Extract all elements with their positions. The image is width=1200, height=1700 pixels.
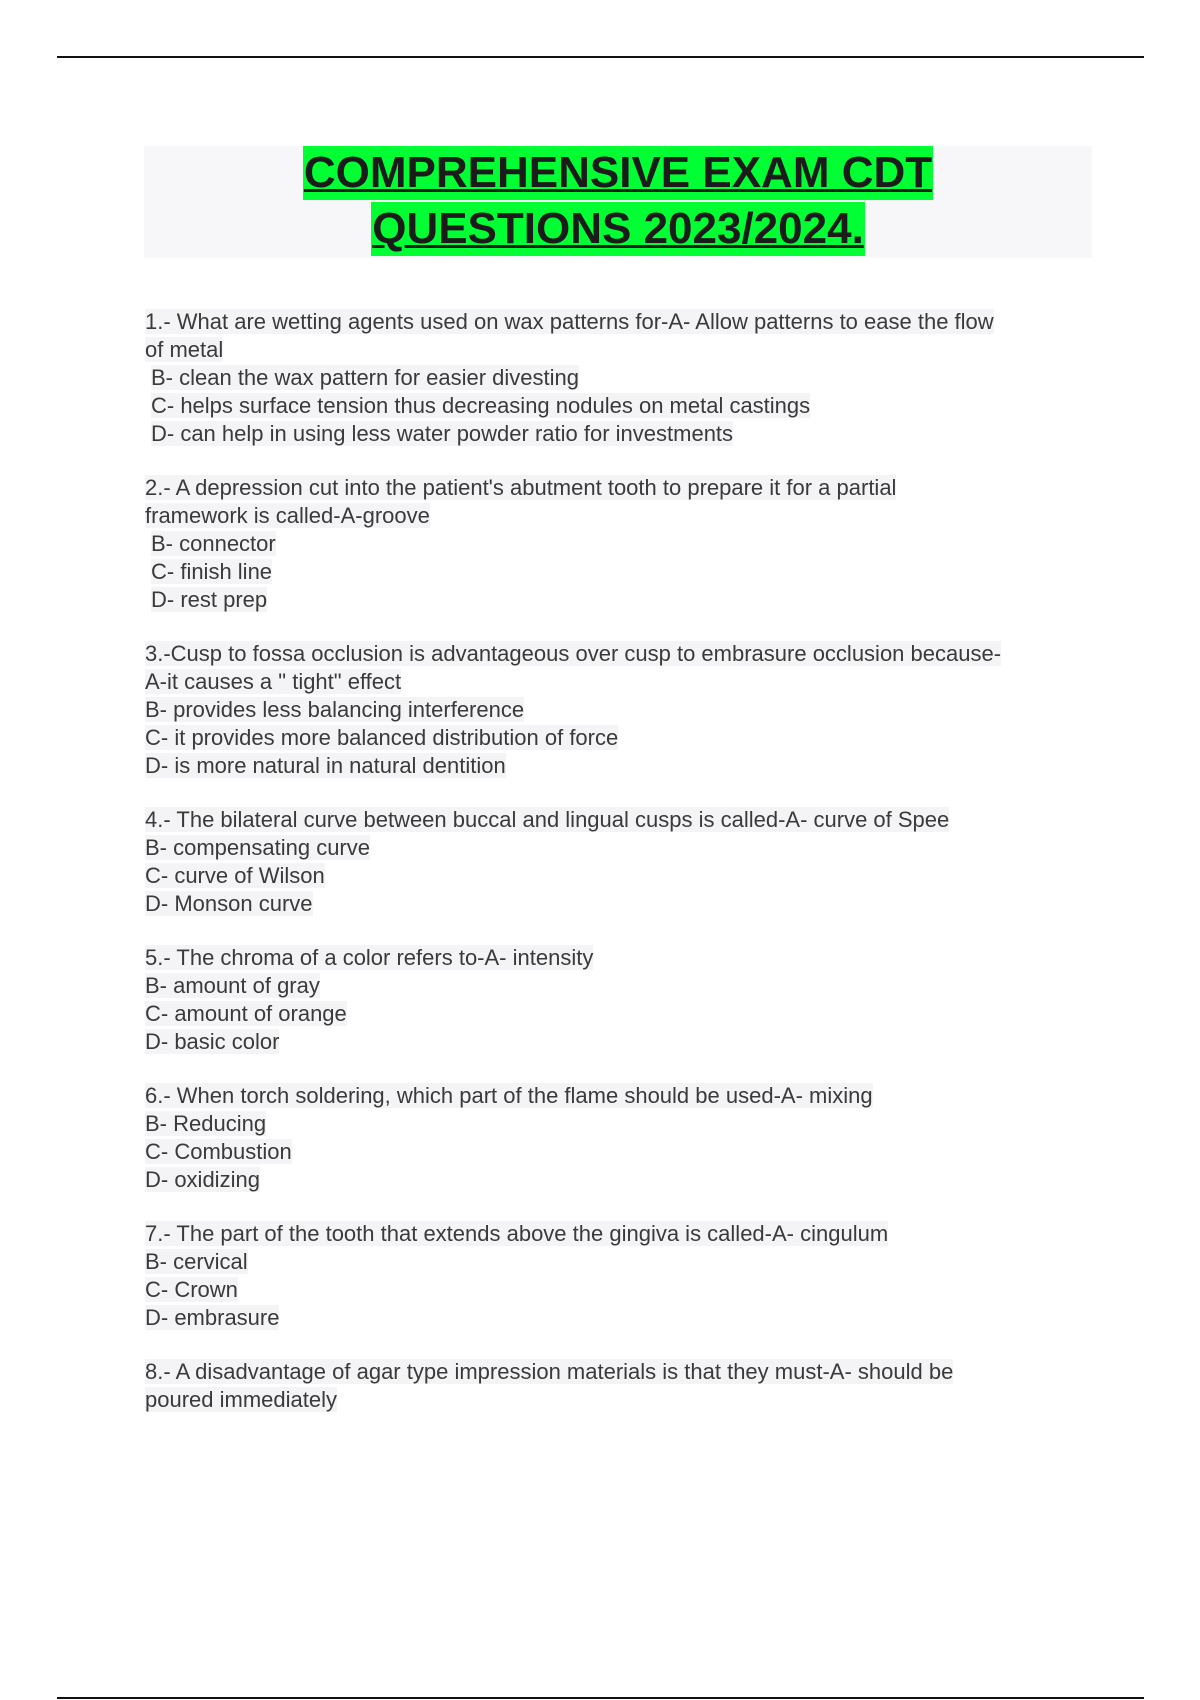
answer-option: D- basic color (145, 1029, 280, 1054)
answer-option: C- helps surface tension thus decreasing nodules on metal castings (151, 393, 811, 418)
answer-option: D- embrasure (145, 1305, 280, 1330)
page-title-line-1: COMPREHENSIVE EXAM CDT (303, 146, 933, 200)
question-5 (145, 944, 1095, 1056)
bottom-rule (57, 1697, 1144, 1699)
answer-option: D- rest prep (151, 587, 268, 612)
question-stem: 6.- When torch soldering, which part of the flame should be used-A- mixing (145, 1083, 873, 1108)
answer-option: B- clean the wax pattern for easier divesting (151, 365, 580, 390)
answer-option: D- is more natural in natural dentition (145, 753, 506, 778)
title-banner (144, 146, 1092, 258)
question-8 (145, 1358, 1095, 1414)
question-stem-continued: framework is called-A-groove (145, 503, 430, 528)
page-title-line-2: QUESTIONS 2023/2024. (371, 202, 865, 256)
answer-option: B- Reducing (145, 1111, 267, 1136)
answer-option: B- compensating curve (145, 835, 370, 860)
question-3 (145, 640, 1095, 780)
question-stem-continued: poured immediately (145, 1387, 337, 1412)
answer-option: C- finish line (151, 559, 273, 584)
question-4 (145, 806, 1095, 918)
question-stem: 5.- The chroma of a color refers to-A- intensity (145, 945, 594, 970)
answer-option: B- provides less balancing interference (145, 697, 525, 722)
answer-option: D- can help in using less water powder ratio for investments (151, 421, 734, 446)
answer-option: B- connector (151, 531, 276, 556)
question-1 (145, 308, 1095, 448)
top-rule (57, 56, 1144, 58)
question-stem: 1.- What are wetting agents used on wax patterns for-A- Allow patterns to ease the flow (145, 309, 994, 334)
question-stem: 4.- The bilateral curve between buccal and lingual cusps is called-A- curve of Spee (145, 807, 950, 832)
question-stem: 2.- A depression cut into the patient's abutment tooth to prepare it for a partial (145, 475, 897, 500)
question-7 (145, 1220, 1095, 1332)
answer-option: C- amount of orange (145, 1001, 347, 1026)
answer-option: B- amount of gray (145, 973, 320, 998)
answer-option: C- Combustion (145, 1139, 292, 1164)
answer-option: D- Monson curve (145, 891, 313, 916)
answer-option: D- oxidizing (145, 1167, 260, 1192)
question-stem-continued: of metal (145, 337, 224, 362)
answer-option: C- Crown (145, 1277, 238, 1302)
answer-option: C- it provides more balanced distribution of force (145, 725, 619, 750)
question-stem: 7.- The part of the tooth that extends above the gingiva is called-A- cingulum (145, 1221, 889, 1246)
question-stem: 3.-Cusp to fossa occlusion is advantageous over cusp to embrasure occlusion because- (145, 641, 1002, 666)
question-list (145, 308, 1095, 1440)
question-6 (145, 1082, 1095, 1194)
answer-option: A-it causes a " tight" effect (145, 669, 402, 694)
answer-option: B- cervical (145, 1249, 248, 1274)
answer-option: C- curve of Wilson (145, 863, 325, 888)
question-stem: 8.- A disadvantage of agar type impression materials is that they must-A- should be (145, 1359, 954, 1384)
question-2 (145, 474, 1095, 614)
